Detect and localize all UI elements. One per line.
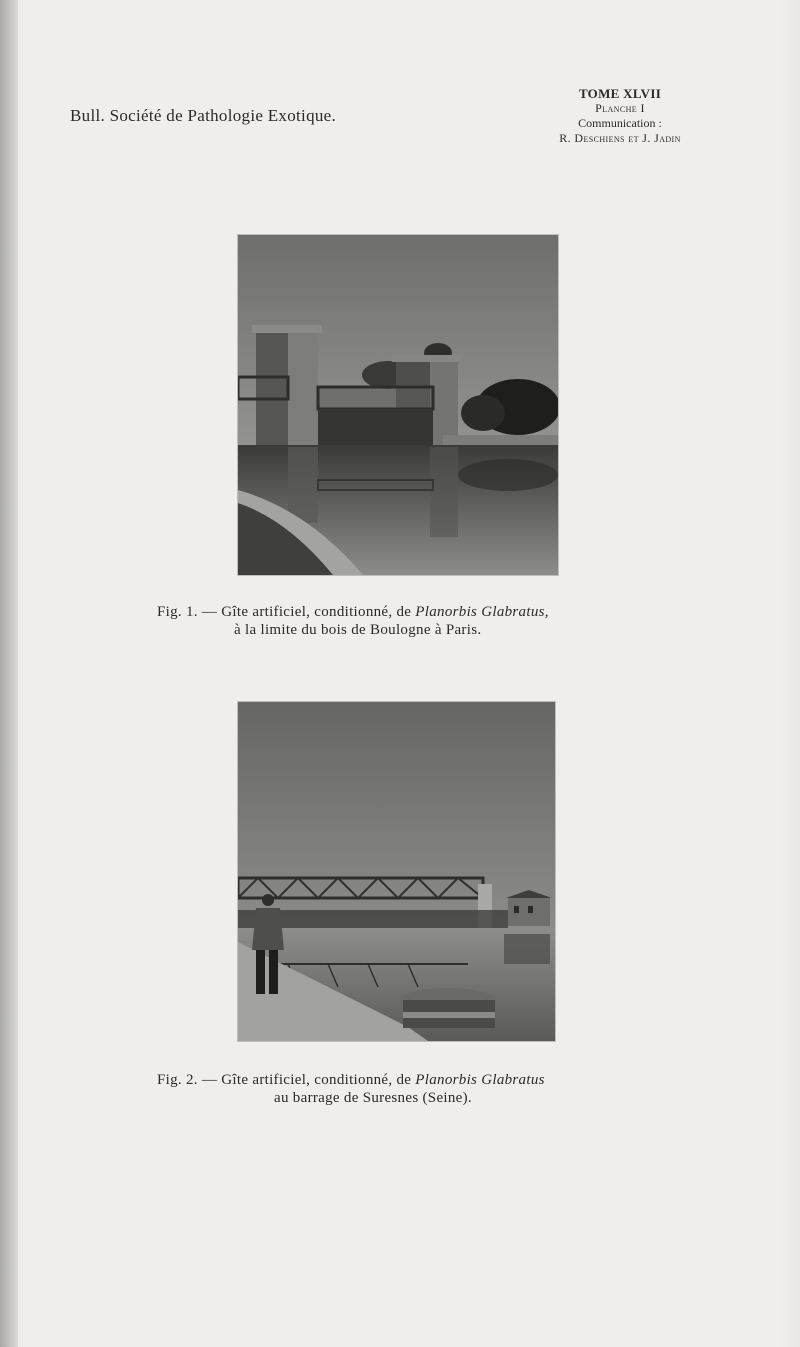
figure-2-photo xyxy=(237,701,556,1042)
figure-2-caption xyxy=(157,1071,657,1107)
figure-1-caption-line2: à la limite du bois de Boulogne à Paris. xyxy=(234,622,482,638)
book-spine-shadow xyxy=(0,0,18,1347)
figure-1-label: Fig. 1. — xyxy=(157,604,218,620)
communication-label: Communication : xyxy=(578,116,662,130)
figure-2-caption-line2: au barrage de Suresnes (Seine). xyxy=(274,1090,472,1106)
figure-1-text: Gîte artificiel, conditionné, de xyxy=(221,604,412,620)
figure-1-photo xyxy=(237,234,559,576)
journal-title: Bull. Société de Pathologie Exotique. xyxy=(70,106,337,125)
tome-number: TOME XLVII xyxy=(578,86,662,101)
figure-2-text: Gîte artificiel, conditionné, de xyxy=(221,1072,412,1088)
tome-block xyxy=(520,86,720,146)
planche-label: Planche I xyxy=(595,101,645,115)
figure-1-caption xyxy=(157,603,657,639)
figure-2-species: Planorbis Glabratus xyxy=(415,1072,545,1088)
figure-1-species: Planorbis Glabratus, xyxy=(415,604,549,620)
authors: R. Deschiens et J. Jadin xyxy=(559,131,681,145)
figure-2-label: Fig. 2. — xyxy=(157,1072,218,1088)
